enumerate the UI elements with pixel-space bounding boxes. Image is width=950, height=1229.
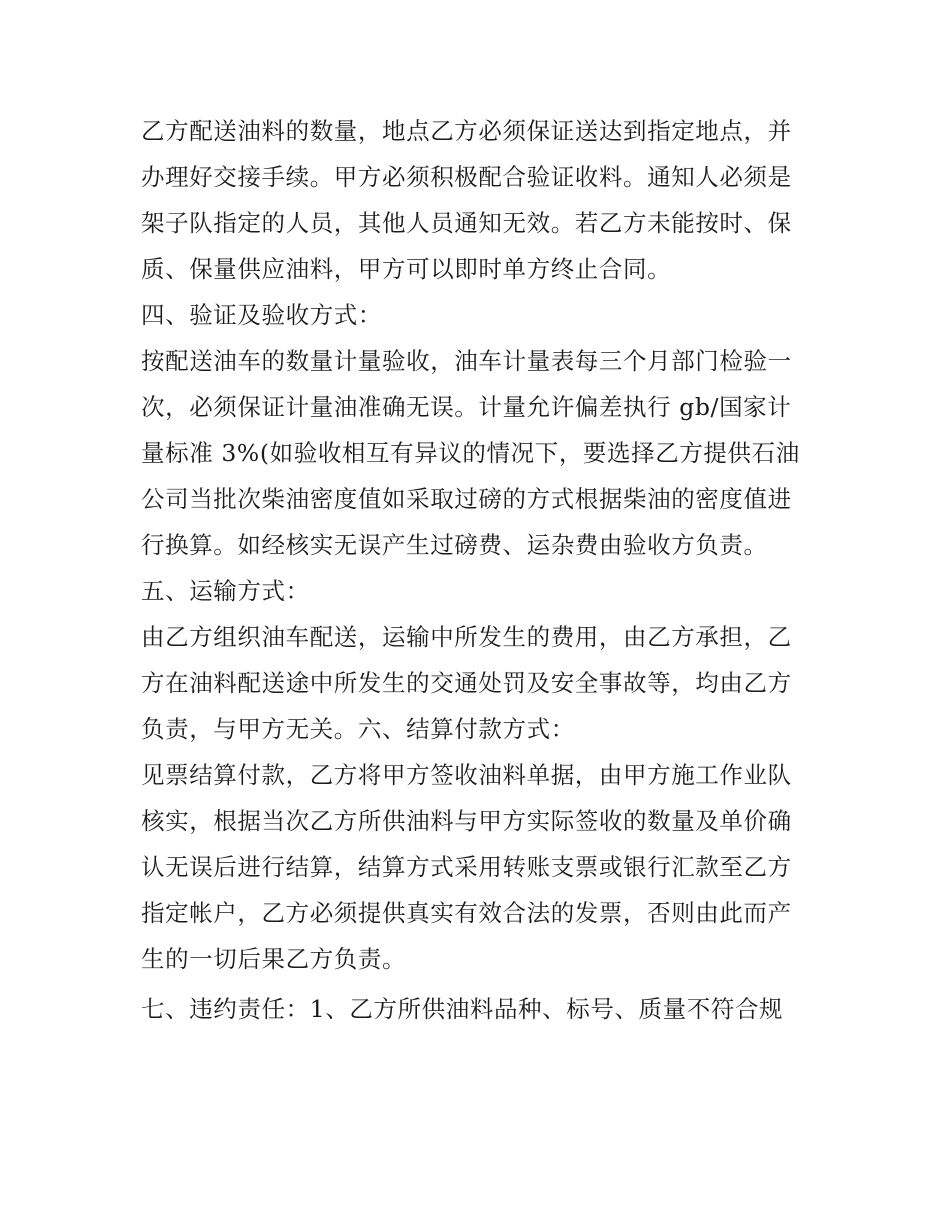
text-line: 公司当批次柴油密度值如采取过磅的方式根据柴油的密度值进 [141, 485, 792, 513]
section-heading: 七、违约责任：1、乙方所供油料品种、标号、质量不符合规 [141, 995, 784, 1023]
text-line: 由乙方组织油车配送，运输中所发生的费用，由乙方承担，乙 [141, 623, 792, 651]
section-heading: 四、验证及验收方式： [141, 301, 382, 329]
text-line: 量标准 3%(如验收相互有异议的情况下，要选择乙方提供石油 [141, 439, 800, 467]
text-line: 乙方配送油料的数量，地点乙方必须保证送达到指定地点，并 [141, 117, 792, 145]
contract-text [141, 108, 813, 1032]
text-line: 按配送油车的数量计量验收，油车计量表每三个月部门检验一 [141, 347, 792, 375]
text-line: 行换算。如经核实无误产生过磅费、运杂费由验收方负责。 [141, 531, 768, 559]
text-line: 架子队指定的人员，其他人员通知无效。若乙方未能按时、保 [141, 209, 792, 237]
text-line: 见票结算付款，乙方将甲方签收油料单据，由甲方施工作业队 [141, 761, 792, 789]
text-line: 负责，与甲方无关。六、结算付款方式： [141, 715, 575, 743]
text-line: 方在油料配送途中所发生的交通处罚及安全事故等，均由乙方 [141, 669, 792, 697]
text-line: 核实，根据当次乙方所供油料与甲方实际签收的数量及单价确 [141, 807, 792, 835]
text-line: 指定帐户，乙方必须提供真实有效合法的发票，否则由此而产 [141, 899, 792, 927]
text-line: 质、保量供应油料，甲方可以即时单方终止合同。 [141, 255, 672, 283]
text-line: 生的一切后果乙方负责。 [141, 945, 407, 973]
text-line: 认无误后进行结算，结算方式采用转账支票或银行汇款至乙方 [141, 853, 792, 881]
text-line: 办理好交接手续。甲方必须积极配合验证收料。通知人必须是 [141, 163, 792, 191]
section-heading: 五、运输方式： [141, 577, 310, 605]
text-line: 次，必须保证计量油准确无误。计量允许偏差执行 gb/国家计 [141, 393, 792, 421]
